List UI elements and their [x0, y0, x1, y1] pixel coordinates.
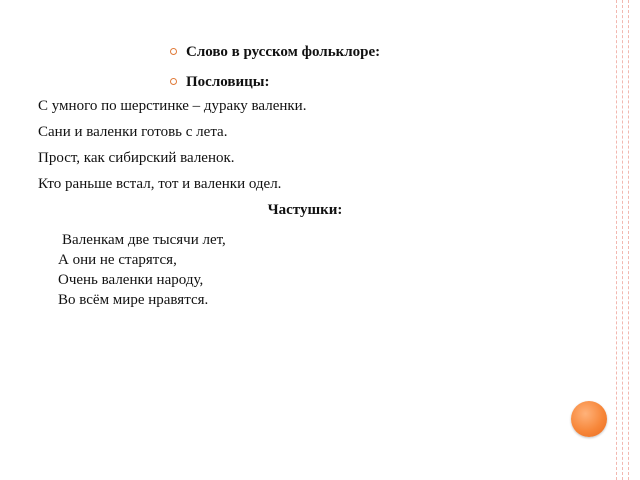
- proverb-line: Прост, как сибирский валенок.: [38, 150, 235, 166]
- chastushki-heading: Частушки:: [267, 202, 343, 218]
- bullet-icon: [170, 78, 177, 85]
- proverb-line: С умного по шерстинке – дураку валенки.: [38, 98, 307, 114]
- bullet-item: [170, 42, 380, 62]
- verse-line: Во всём мире нравятся.: [58, 292, 209, 308]
- border-dash-line: [622, 0, 623, 480]
- verse-line: А они не старятся,: [58, 252, 177, 268]
- border-dash-line: [628, 0, 629, 480]
- bullet-item: [170, 72, 380, 92]
- bullet-label: Пословицы:: [186, 74, 270, 90]
- verse-line: Валенкам две тысячи лет,: [62, 232, 226, 248]
- orange-circle-decoration: [571, 401, 607, 437]
- right-border-decoration: [610, 0, 640, 480]
- chastushka-verse: [58, 230, 226, 310]
- bullet-label: Слово в русском фольклоре:: [186, 44, 381, 60]
- proverb-line: Кто раньше встал, тот и валенки одел.: [38, 176, 282, 192]
- verse-line: Очень валенки народу,: [58, 272, 204, 288]
- proverb-line: Сани и валенки готовь с лета.: [38, 124, 228, 140]
- proverbs-list: [38, 93, 306, 197]
- border-dash-line: [616, 0, 617, 480]
- bullet-icon: [170, 48, 177, 55]
